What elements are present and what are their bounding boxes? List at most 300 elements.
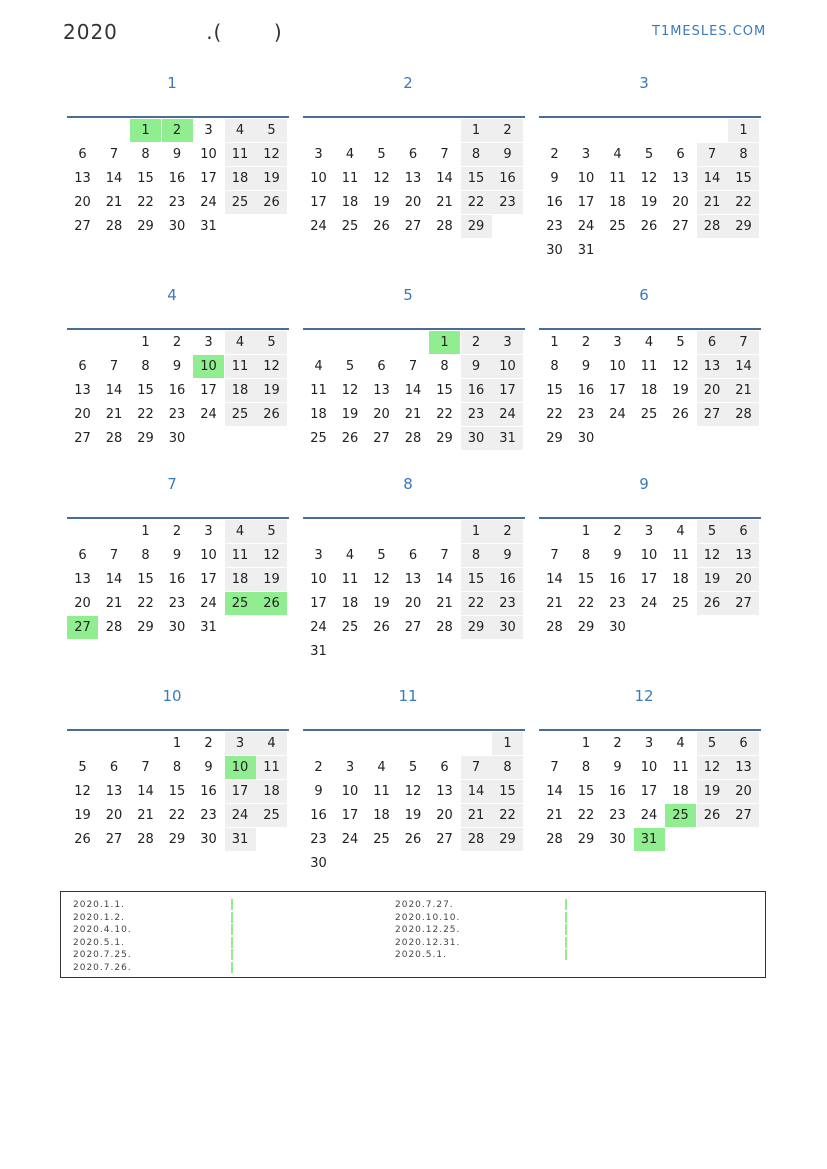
day-cell: 4 — [314, 359, 323, 374]
day-cell: 15 — [728, 167, 759, 190]
day-cell: 19 — [697, 780, 728, 803]
holiday-day-cell: 10 — [193, 355, 224, 378]
day-cell: 19 — [404, 808, 422, 823]
day-cell: 21 — [137, 808, 154, 823]
day-cell: 22 — [546, 407, 563, 422]
day-cell: 19 — [256, 379, 287, 402]
day-cell: 26 — [373, 219, 390, 234]
day-cell: 9 — [172, 359, 182, 374]
day-cell: 7 — [550, 548, 559, 563]
day-cell: 30 — [168, 620, 186, 635]
day-cell: 30 — [577, 431, 595, 446]
day-cell: 15 — [436, 383, 453, 398]
month-divider — [539, 116, 761, 118]
day-cell: 6 — [728, 520, 759, 543]
holiday-notes-right — [395, 899, 460, 962]
day-cell: 5 — [676, 335, 685, 350]
holiday-note: 2020.12.31. — [395, 937, 461, 948]
day-cell: 13 — [697, 355, 728, 378]
month-title: 9 — [639, 475, 649, 493]
month-title: 1 — [167, 74, 177, 92]
day-cell: 13 — [728, 544, 759, 567]
holiday-note: 2020.7.25. — [73, 950, 132, 960]
day-cell: 27 — [436, 832, 453, 847]
day-cell: 22 — [728, 191, 759, 214]
day-cell: 9 — [461, 355, 492, 378]
day-cell: 31 — [200, 620, 217, 635]
day-cell: 18 — [310, 407, 327, 422]
day-cell: 16 — [609, 572, 626, 587]
day-cell: 6 — [440, 760, 449, 775]
day-cell: 13 — [74, 171, 91, 186]
day-cell: 23 — [546, 219, 563, 234]
day-cell: 17 — [200, 572, 217, 587]
day-cell: 15 — [461, 568, 492, 591]
day-cell: 20 — [74, 596, 91, 611]
day-cell: 12 — [256, 544, 287, 567]
day-cell: 29 — [137, 431, 154, 446]
day-cell: 29 — [137, 620, 154, 635]
day-cell: 3 — [613, 335, 622, 350]
day-cell: 4 — [345, 147, 355, 162]
day-cell: 14 — [404, 383, 422, 398]
day-cell: 15 — [168, 784, 186, 799]
day-cell: 7 — [109, 359, 119, 374]
holiday-marker — [231, 962, 233, 973]
day-cell: 26 — [256, 403, 287, 426]
day-cell: 30 — [310, 856, 327, 871]
day-cell: 15 — [461, 167, 492, 190]
day-cell: 7 — [109, 147, 119, 162]
day-cell: 15 — [577, 784, 595, 799]
day-cell: 8 — [141, 548, 150, 563]
day-cell: 20 — [404, 195, 422, 210]
day-cell: 21 — [105, 407, 123, 422]
day-cell: 24 — [200, 596, 217, 611]
day-cell: 22 — [137, 407, 154, 422]
day-cell: 20 — [436, 808, 453, 823]
day-cell: 9 — [613, 760, 622, 775]
day-cell: 19 — [74, 808, 91, 823]
day-cell: 10 — [310, 572, 327, 587]
day-cell: 16 — [492, 167, 523, 190]
day-cell: 18 — [609, 195, 626, 210]
day-cell: 20 — [728, 780, 759, 803]
day-cell: 30 — [461, 427, 492, 450]
month-divider — [67, 116, 289, 118]
day-cell: 11 — [373, 784, 390, 799]
day-cell: 6 — [377, 359, 386, 374]
day-cell: 28 — [728, 403, 759, 426]
day-cell: 14 — [461, 780, 492, 803]
day-cell: 16 — [168, 171, 186, 186]
day-cell: 9 — [172, 548, 182, 563]
day-cell: 31 — [225, 828, 256, 851]
day-cell: 17 — [640, 784, 658, 799]
day-cell: 31 — [577, 243, 595, 258]
day-cell: 2 — [314, 760, 323, 775]
day-cell: 14 — [546, 784, 563, 799]
day-cell: 21 — [697, 191, 728, 214]
day-cell: 12 — [256, 143, 287, 166]
day-cell: 27 — [697, 403, 728, 426]
day-cell: 10 — [200, 548, 217, 563]
day-cell: 3 — [345, 760, 355, 775]
day-cell: 22 — [461, 191, 492, 214]
day-cell: 27 — [74, 431, 91, 446]
day-cell: 29 — [728, 215, 759, 238]
day-cell: 10 — [200, 147, 217, 162]
day-cell: 8 — [461, 143, 492, 166]
holiday-note: 2020.7.27. — [395, 900, 454, 910]
day-cell: 5 — [697, 520, 728, 543]
day-cell: 4 — [377, 760, 386, 775]
day-cell: 6 — [78, 548, 87, 563]
day-cell: 4 — [225, 119, 256, 142]
day-cell: 4 — [225, 520, 256, 543]
holiday-notes-box — [60, 891, 766, 978]
day-cell: 9 — [581, 359, 591, 374]
day-cell: 28 — [461, 828, 492, 851]
day-cell: 20 — [404, 596, 422, 611]
day-cell: 15 — [137, 572, 154, 587]
day-cell: 14 — [137, 784, 154, 799]
holiday-marker — [565, 899, 567, 910]
day-cell: 3 — [644, 524, 654, 539]
holiday-day-cell: 25 — [225, 592, 256, 615]
holiday-note: 2020.5.1. — [73, 937, 125, 948]
day-cell: 27 — [728, 804, 759, 827]
page-title: 2020 .( ) — [63, 20, 283, 44]
day-cell: 1 — [141, 524, 150, 539]
day-cell: 30 — [492, 616, 523, 639]
day-cell: 11 — [225, 544, 256, 567]
day-cell: 14 — [546, 572, 563, 587]
day-cell: 10 — [609, 359, 626, 374]
day-cell: 23 — [577, 407, 595, 422]
day-cell: 15 — [137, 171, 154, 186]
day-cell: 26 — [341, 431, 359, 446]
day-cell: 12 — [697, 544, 728, 567]
day-cell: 9 — [204, 760, 213, 775]
day-cell: 18 — [256, 780, 287, 803]
day-cell: 7 — [141, 760, 150, 775]
day-cell: 28 — [105, 431, 123, 446]
holiday-day-cell: 25 — [665, 804, 696, 827]
day-cell: 16 — [310, 808, 327, 823]
day-cell: 1 — [461, 119, 492, 142]
day-cell: 10 — [640, 548, 658, 563]
holiday-note: 2020.1.2. — [73, 912, 125, 923]
day-cell: 25 — [225, 403, 256, 426]
day-cell: 3 — [314, 147, 323, 162]
holiday-day-cell: 1 — [429, 331, 460, 354]
day-cell: 1 — [141, 335, 150, 350]
day-cell: 27 — [373, 431, 390, 446]
day-cell: 5 — [644, 147, 654, 162]
day-cell: 31 — [492, 427, 523, 450]
holiday-marker — [565, 937, 567, 948]
day-cell: 17 — [225, 780, 256, 803]
holiday-marker — [231, 912, 233, 923]
day-cell: 28 — [105, 219, 123, 234]
day-cell: 6 — [676, 147, 685, 162]
day-cell: 28 — [546, 832, 563, 847]
day-cell: 28 — [137, 832, 154, 847]
day-cell: 5 — [697, 732, 728, 755]
day-cell: 21 — [404, 407, 422, 422]
day-cell: 1 — [728, 119, 759, 142]
day-cell: 29 — [436, 431, 453, 446]
day-cell: 29 — [137, 219, 154, 234]
day-cell: 8 — [440, 359, 449, 374]
day-cell: 24 — [577, 219, 595, 234]
day-cell: 21 — [546, 808, 563, 823]
day-cell: 28 — [436, 620, 453, 635]
day-cell: 5 — [345, 359, 355, 374]
day-cell: 2 — [461, 331, 492, 354]
day-cell: 11 — [225, 143, 256, 166]
day-cell: 24 — [310, 620, 327, 635]
day-cell: 20 — [672, 195, 689, 210]
day-cell: 3 — [492, 331, 523, 354]
day-cell: 11 — [672, 760, 689, 775]
day-cell: 9 — [492, 143, 523, 166]
day-cell: 7 — [440, 147, 449, 162]
day-cell: 10 — [577, 171, 595, 186]
holiday-marker — [231, 937, 233, 948]
brand-logo-text[interactable]: T1MESLES.COM — [652, 24, 767, 39]
month-divider — [303, 729, 525, 731]
holiday-note: 2020.7.26. — [73, 962, 132, 973]
day-cell: 26 — [672, 407, 689, 422]
day-cell: 17 — [640, 572, 658, 587]
day-cell: 3 — [314, 548, 323, 563]
day-cell: 23 — [168, 195, 186, 210]
day-cell: 23 — [168, 596, 186, 611]
day-cell: 17 — [310, 195, 327, 210]
day-cell: 25 — [341, 219, 359, 234]
day-cell: 8 — [581, 760, 591, 775]
day-cell: 6 — [697, 331, 728, 354]
day-cell: 24 — [640, 808, 658, 823]
day-cell: 13 — [373, 383, 390, 398]
day-cell: 27 — [672, 219, 689, 234]
day-cell: 29 — [492, 828, 523, 851]
day-cell: 13 — [74, 572, 91, 587]
day-cell: 16 — [168, 572, 186, 587]
day-cell: 29 — [168, 832, 186, 847]
day-cell: 3 — [225, 732, 256, 755]
day-cell: 12 — [640, 171, 658, 186]
day-cell: 6 — [728, 732, 759, 755]
day-cell: 1 — [581, 524, 591, 539]
day-cell: 27 — [404, 219, 422, 234]
day-cell: 15 — [492, 780, 523, 803]
day-cell: 5 — [377, 548, 386, 563]
day-cell: 8 — [172, 760, 182, 775]
day-cell: 22 — [137, 596, 154, 611]
day-cell: 28 — [105, 620, 123, 635]
day-cell: 5 — [256, 331, 287, 354]
day-cell: 17 — [609, 383, 626, 398]
day-cell: 7 — [697, 143, 728, 166]
day-cell: 8 — [550, 359, 559, 374]
day-cell: 17 — [341, 808, 359, 823]
day-cell: 19 — [672, 383, 689, 398]
holiday-marker — [231, 949, 233, 960]
day-cell: 24 — [310, 219, 327, 234]
holiday-note: 2020.1.1. — [73, 900, 125, 910]
day-cell: 25 — [310, 431, 327, 446]
day-cell: 19 — [373, 596, 390, 611]
day-cell: 24 — [492, 403, 523, 426]
day-cell: 2 — [492, 520, 523, 543]
day-cell: 25 — [640, 407, 658, 422]
day-cell: 9 — [613, 548, 622, 563]
day-cell: 16 — [492, 568, 523, 591]
holiday-day-cell: 1 — [130, 119, 161, 142]
day-cell: 25 — [609, 219, 626, 234]
day-cell: 24 — [341, 832, 359, 847]
day-cell: 1 — [492, 732, 523, 755]
holiday-marker — [565, 912, 567, 923]
day-cell: 18 — [225, 167, 256, 190]
month-title: 10 — [162, 687, 182, 705]
day-cell: 5 — [256, 119, 287, 142]
day-cell: 18 — [225, 568, 256, 591]
day-cell: 12 — [74, 784, 91, 799]
month-title: 8 — [403, 475, 413, 493]
day-cell: 30 — [546, 243, 563, 258]
day-cell: 14 — [105, 171, 123, 186]
day-cell: 21 — [105, 195, 123, 210]
day-cell: 13 — [672, 171, 689, 186]
holiday-note: 2020.12.25. — [395, 925, 461, 935]
day-cell: 19 — [373, 195, 390, 210]
month-title: 5 — [403, 286, 413, 304]
day-cell: 3 — [644, 736, 654, 751]
holiday-day-cell: 26 — [256, 592, 287, 615]
day-cell: 10 — [341, 784, 359, 799]
day-cell: 31 — [310, 644, 327, 659]
day-cell: 13 — [404, 572, 422, 587]
month-divider — [303, 116, 525, 118]
day-cell: 23 — [609, 808, 626, 823]
day-cell: 13 — [74, 383, 91, 398]
day-cell: 22 — [461, 592, 492, 615]
day-cell: 25 — [672, 596, 689, 611]
day-cell: 22 — [577, 808, 595, 823]
day-cell: 24 — [609, 407, 626, 422]
day-cell: 30 — [168, 219, 186, 234]
day-cell: 3 — [581, 147, 591, 162]
day-cell: 11 — [341, 572, 359, 587]
day-cell: 9 — [550, 171, 559, 186]
day-cell: 18 — [373, 808, 390, 823]
day-cell: 5 — [78, 760, 87, 775]
day-cell: 12 — [697, 756, 728, 779]
day-cell: 6 — [78, 147, 87, 162]
day-cell: 17 — [492, 379, 523, 402]
day-cell: 24 — [200, 407, 217, 422]
day-cell: 10 — [310, 171, 327, 186]
day-cell: 4 — [644, 335, 654, 350]
day-cell: 17 — [200, 383, 217, 398]
day-cell: 29 — [577, 620, 595, 635]
month-title: 7 — [167, 475, 177, 493]
day-cell: 12 — [373, 572, 390, 587]
day-cell: 4 — [225, 331, 256, 354]
day-cell: 14 — [728, 355, 759, 378]
day-cell: 11 — [256, 756, 287, 779]
day-cell: 3 — [204, 123, 213, 138]
day-cell: 19 — [697, 568, 728, 591]
day-cell: 7 — [109, 548, 119, 563]
day-cell: 8 — [492, 756, 523, 779]
day-cell: 18 — [225, 379, 256, 402]
day-cell: 8 — [461, 544, 492, 567]
day-cell: 26 — [697, 592, 728, 615]
day-cell: 22 — [137, 195, 154, 210]
month-divider — [303, 328, 525, 330]
day-cell: 21 — [436, 195, 453, 210]
day-cell: 11 — [225, 355, 256, 378]
day-cell: 8 — [581, 548, 591, 563]
day-cell: 18 — [672, 572, 689, 587]
day-cell: 12 — [256, 355, 287, 378]
day-cell: 2 — [172, 524, 182, 539]
day-cell: 16 — [609, 784, 626, 799]
day-cell: 6 — [408, 548, 418, 563]
day-cell: 16 — [200, 784, 217, 799]
day-cell: 22 — [436, 407, 453, 422]
day-cell: 7 — [550, 760, 559, 775]
day-cell: 15 — [546, 383, 563, 398]
day-cell: 5 — [256, 520, 287, 543]
day-cell: 28 — [436, 219, 453, 234]
holiday-marker — [565, 949, 567, 960]
month-title: 4 — [167, 286, 177, 304]
day-cell: 22 — [168, 808, 186, 823]
day-cell: 24 — [640, 596, 658, 611]
day-cell: 20 — [373, 407, 390, 422]
day-cell: 20 — [105, 808, 123, 823]
day-cell: 4 — [345, 548, 355, 563]
day-cell: 7 — [728, 331, 759, 354]
day-cell: 11 — [672, 548, 689, 563]
day-cell: 15 — [137, 383, 154, 398]
day-cell: 26 — [373, 620, 390, 635]
month-title: 6 — [639, 286, 649, 304]
day-cell: 24 — [200, 195, 217, 210]
day-cell: 30 — [609, 620, 626, 635]
month-divider — [303, 517, 525, 519]
day-cell: 2 — [550, 147, 559, 162]
day-cell: 27 — [728, 592, 759, 615]
day-cell: 20 — [728, 568, 759, 591]
day-cell: 10 — [492, 355, 523, 378]
day-cell: 8 — [141, 147, 150, 162]
day-cell: 14 — [436, 171, 453, 186]
day-cell: 17 — [577, 195, 595, 210]
day-cell: 26 — [697, 804, 728, 827]
day-cell: 12 — [404, 784, 422, 799]
day-cell: 19 — [256, 568, 287, 591]
day-cell: 4 — [676, 736, 685, 751]
holiday-marker — [231, 899, 233, 910]
day-cell: 23 — [168, 407, 186, 422]
